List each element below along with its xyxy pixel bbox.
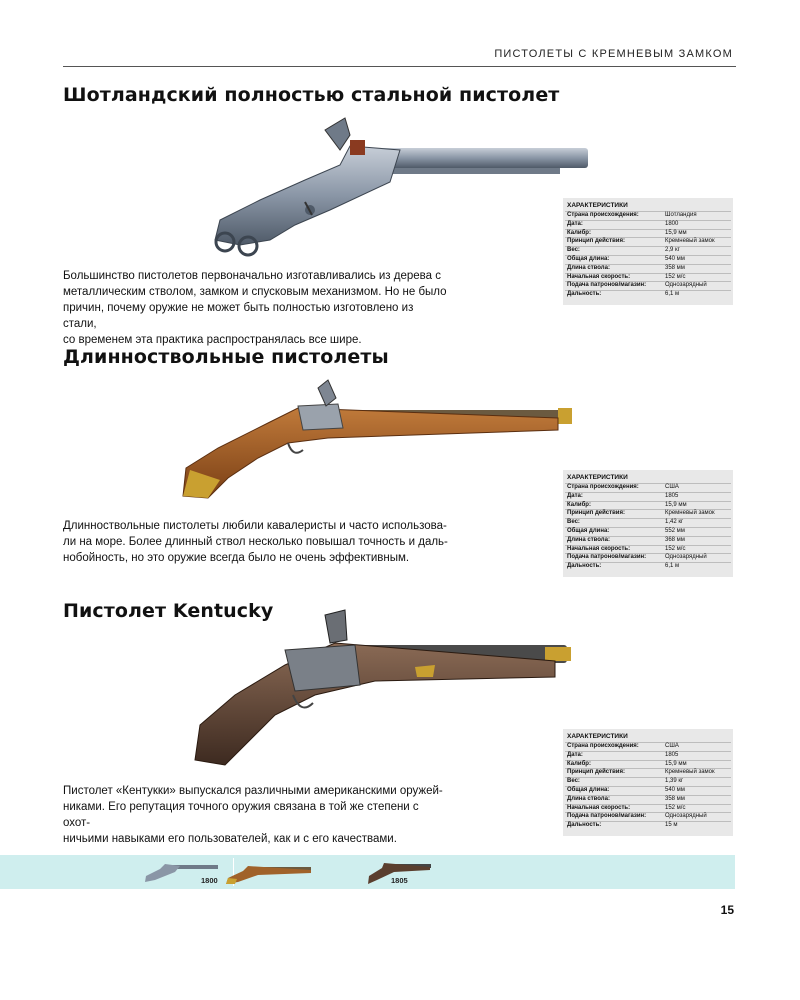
spec-key: Страна происхождения:: [565, 212, 663, 221]
scottish-steel-pistol-image: [200, 110, 600, 260]
text-line: металлическим стволом, замком и спусковым механизмом. Но не было: [63, 286, 447, 298]
spec-row: [565, 229, 731, 238]
spec-row: [565, 527, 731, 536]
timeline-year-1800: 1800: [201, 876, 218, 885]
spec-row: [565, 220, 731, 229]
section-text-scottish: [63, 268, 448, 348]
specs-heading: ХАРАКТЕРИСТИКИ: [567, 202, 628, 209]
spec-value: Однозарядный: [663, 554, 731, 563]
spec-value: 152 м/с: [663, 804, 731, 813]
text-line: ничьими навыками его пользователей, как и с его качествами.: [63, 833, 397, 845]
spec-row: [565, 273, 731, 282]
spec-row: [565, 813, 731, 822]
spec-key: Дальность:: [565, 563, 663, 571]
spec-row: [565, 751, 731, 760]
text-line: Длинноствольные пистолеты любили кавалеристы и часто использова-: [63, 520, 447, 532]
spec-key: Длина ствола:: [565, 795, 663, 804]
spec-row: [565, 255, 731, 264]
spec-row: [565, 760, 731, 769]
spec-value: 1,39 кг: [663, 778, 731, 787]
specs-heading: ХАРАКТЕРИСТИКИ: [567, 733, 628, 740]
spec-row: [565, 563, 731, 571]
section-title-kentucky: Пистолет Kentucky: [63, 600, 274, 622]
spec-value: 552 мм: [663, 527, 731, 536]
spec-row: [565, 492, 731, 501]
header-rule: [63, 66, 736, 67]
spec-key: Длина ствола:: [565, 536, 663, 545]
spec-key: Начальная скорость:: [565, 273, 663, 282]
spec-key: Принцип действия:: [565, 238, 663, 247]
spec-row: [565, 484, 731, 493]
timeline-thumb-long-barrel-icon: [223, 862, 313, 886]
spec-value: 6,1 м: [663, 563, 731, 571]
spec-row: [565, 291, 731, 299]
spec-value: 368 мм: [663, 536, 731, 545]
text-line: со временем эта практика распространялась все шире.: [63, 334, 362, 346]
spec-row: [565, 822, 731, 830]
spec-key: Общая длина:: [565, 255, 663, 264]
specs-box-long-barrel: [563, 470, 733, 577]
spec-row: [565, 769, 731, 778]
specs-box-kentucky: [563, 729, 733, 836]
specs-heading: ХАРАКТЕРИСТИКИ: [567, 474, 628, 481]
kentucky-pistol-image: [185, 605, 575, 775]
text-line: Пистолет «Кентукки» выпускался различными американскими оружей-: [63, 785, 443, 797]
spec-row: [565, 282, 731, 291]
text-line: ли на море. Более длинный ствол несколько повышал точность и даль-: [63, 536, 448, 548]
spec-value: 15,9 мм: [663, 760, 731, 769]
spec-value: Однозарядный: [663, 282, 731, 291]
spec-key: Начальная скорость:: [565, 545, 663, 554]
spec-value: 1805: [663, 492, 731, 501]
spec-row: [565, 264, 731, 273]
spec-value: 1800: [663, 220, 731, 229]
spec-key: Страна происхождения:: [565, 743, 663, 752]
spec-row: [565, 247, 731, 256]
spec-value: 540 мм: [663, 255, 731, 264]
section-text-long-barrel: [63, 518, 448, 566]
spec-row: [565, 212, 731, 221]
spec-row: [565, 786, 731, 795]
spec-row: [565, 743, 731, 752]
spec-value: 358 мм: [663, 795, 731, 804]
spec-value: 358 мм: [663, 264, 731, 273]
spec-value: США: [663, 484, 731, 493]
spec-key: Длина ствола:: [565, 264, 663, 273]
running-title: ПИСТОЛЕТЫ С КРЕМНЕВЫМ ЗАМКОМ: [494, 48, 733, 60]
section-title-scottish: Шотландский полностью стальной пистолет: [63, 84, 560, 106]
spec-value: 15,9 мм: [663, 501, 731, 510]
spec-row: [565, 545, 731, 554]
spec-key: Дальность:: [565, 822, 663, 830]
spec-value: 15,9 мм: [663, 229, 731, 238]
spec-row: [565, 778, 731, 787]
specs-table: [565, 742, 731, 830]
spec-value: 15 м: [663, 822, 731, 830]
spec-row: [565, 804, 731, 813]
spec-value: Кремневый замок: [663, 769, 731, 778]
spec-key: Дата:: [565, 492, 663, 501]
section-text-kentucky: [63, 783, 448, 847]
section-title-long-barrel: Длинноствольные пистолеты: [63, 346, 389, 368]
specs-table: [565, 211, 731, 299]
spec-value: 1,42 кг: [663, 519, 731, 528]
long-barrel-pistol-image: [178, 378, 578, 508]
page-number: 15: [720, 903, 734, 917]
spec-value: 1805: [663, 751, 731, 760]
spec-value: Шотландия: [663, 212, 731, 221]
spec-row: [565, 238, 731, 247]
specs-table: [565, 483, 731, 571]
spec-value: 6,1 м: [663, 291, 731, 299]
spec-key: Начальная скорость:: [565, 804, 663, 813]
spec-key: Вес:: [565, 247, 663, 256]
spec-key: Калибр:: [565, 501, 663, 510]
text-line: Большинство пистолетов первоначально изготавливались из дерева с: [63, 270, 441, 282]
spec-key: Вес:: [565, 778, 663, 787]
spec-row: [565, 554, 731, 563]
timeline-year-1805: 1805: [391, 876, 408, 885]
spec-value: Кремневый замок: [663, 238, 731, 247]
spec-value: Кремневый замок: [663, 510, 731, 519]
spec-row: [565, 795, 731, 804]
specs-box-scottish: [563, 198, 733, 305]
text-line: никами. Его репутация точного оружия связана в той же степени с охот-: [63, 801, 419, 829]
spec-row: [565, 510, 731, 519]
spec-key: Дата:: [565, 751, 663, 760]
spec-key: Подача патронов/магазин:: [565, 813, 663, 822]
spec-key: Дальность:: [565, 291, 663, 299]
spec-row: [565, 536, 731, 545]
spec-key: Калибр:: [565, 760, 663, 769]
spec-key: Страна происхождения:: [565, 484, 663, 493]
spec-key: Подача патронов/магазин:: [565, 554, 663, 563]
spec-value: 2,9 кг: [663, 247, 731, 256]
spec-value: США: [663, 743, 731, 752]
spec-key: Общая длина:: [565, 527, 663, 536]
spec-key: Принцип действия:: [565, 510, 663, 519]
spec-value: 152 м/с: [663, 273, 731, 282]
spec-value: 152 м/с: [663, 545, 731, 554]
spec-key: Принцип действия:: [565, 769, 663, 778]
text-line: нобойность, но это оружие всегда было не очень эффективным.: [63, 552, 410, 564]
spec-value: 540 мм: [663, 786, 731, 795]
spec-row: [565, 519, 731, 528]
spec-key: Подача патронов/магазин:: [565, 282, 663, 291]
spec-row: [565, 501, 731, 510]
spec-value: Однозарядный: [663, 813, 731, 822]
text-line: причин, почему оружие не может быть полностью изготовлено из стали,: [63, 302, 414, 330]
spec-key: Калибр:: [565, 229, 663, 238]
spec-key: Дата:: [565, 220, 663, 229]
spec-key: Общая длина:: [565, 786, 663, 795]
spec-key: Вес:: [565, 519, 663, 528]
